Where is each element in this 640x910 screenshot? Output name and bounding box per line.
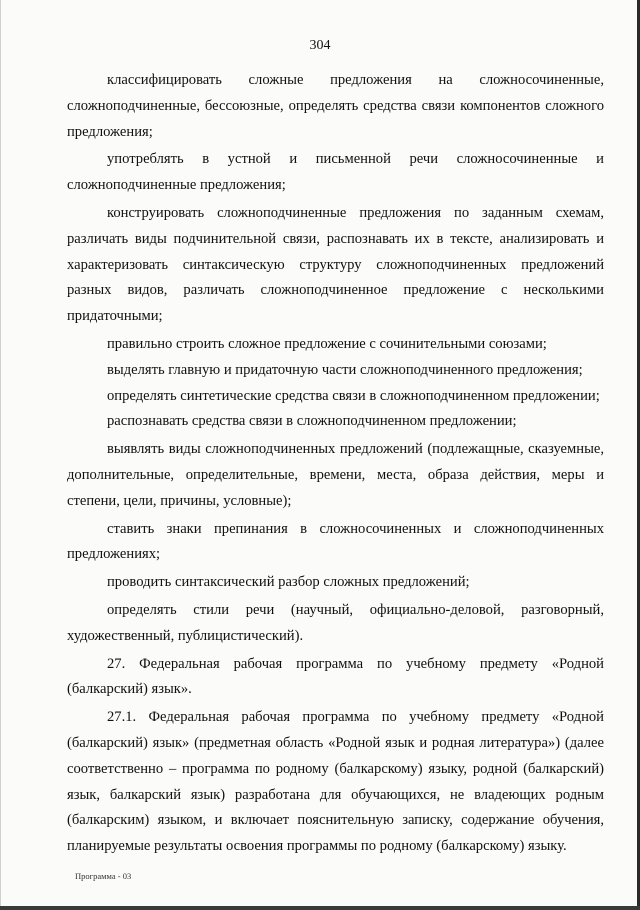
paragraph: 27.1. Федеральная рабочая программа по учебному предмету «Родной (балкарский) язык» (предметная область «Родной язык и родная литература») (далее соответственно – программа по родному (балкарскому) языку, родной (балкарский) язык, балкарский язык) разработана для обучающихся, не владеющих родным (балкарским) языком, и включает пояснительную записку, содержание обучения, планируемые результаты освоения программы по родному (балкарскому) языку. — [67, 709, 604, 855]
paragraph: выявлять виды сложноподчиненных предложений (подлежащные, сказуемные, дополнительные, определительные, времени, места, образа действия, меры и степени, цели, причины, условные); — [67, 441, 604, 509]
paragraph: классифицировать сложные предложения на сложносочиненные, сложноподчиненные, бессоюзные, определять средства связи компонентов сложного предложения; — [67, 72, 604, 140]
paragraph: распознавать средства связи в сложноподчиненном предложении; — [107, 413, 517, 430]
document-body — [67, 68, 604, 860]
paragraph: правильно строить сложное предложение с сочинительными союзами; — [107, 335, 547, 352]
paragraph: выделять главную и придаточную части сложноподчиненного предложения; — [107, 361, 583, 378]
page-bottom-edge — [0, 906, 640, 910]
paragraph: определять синтетические средства связи в сложноподчиненном предложении; — [107, 387, 600, 404]
page-number: 304 — [309, 38, 331, 53]
section-heading: 27. Федеральная рабочая программа по учебному предмету «Родной (балкарский) язык». — [67, 655, 604, 698]
paragraph: конструировать сложноподчиненные предложения по заданным схемам, различать виды подчинительной связи, распознавать их в тексте, анализировать и характеризовать синтаксическую структуру сложноподчиненных предложений разных видов, различать сложноподчиненное предложение с несколькими придаточными; — [67, 204, 604, 325]
footer-label: Программа - 03 — [75, 871, 132, 881]
paragraph: употреблять в устной и письменной речи сложносочиненные и сложноподчиненные предложения; — [67, 151, 604, 194]
paragraph: проводить синтаксический разбор сложных предложений; — [107, 574, 470, 591]
paragraph: определять стили речи (научный, официально-деловой, разговорный, художественный, публицистический). — [67, 601, 604, 644]
paragraph: ставить знаки препинания в сложносочиненных и сложноподчиненных предложениях; — [67, 520, 604, 563]
page-left-edge — [0, 0, 1, 910]
